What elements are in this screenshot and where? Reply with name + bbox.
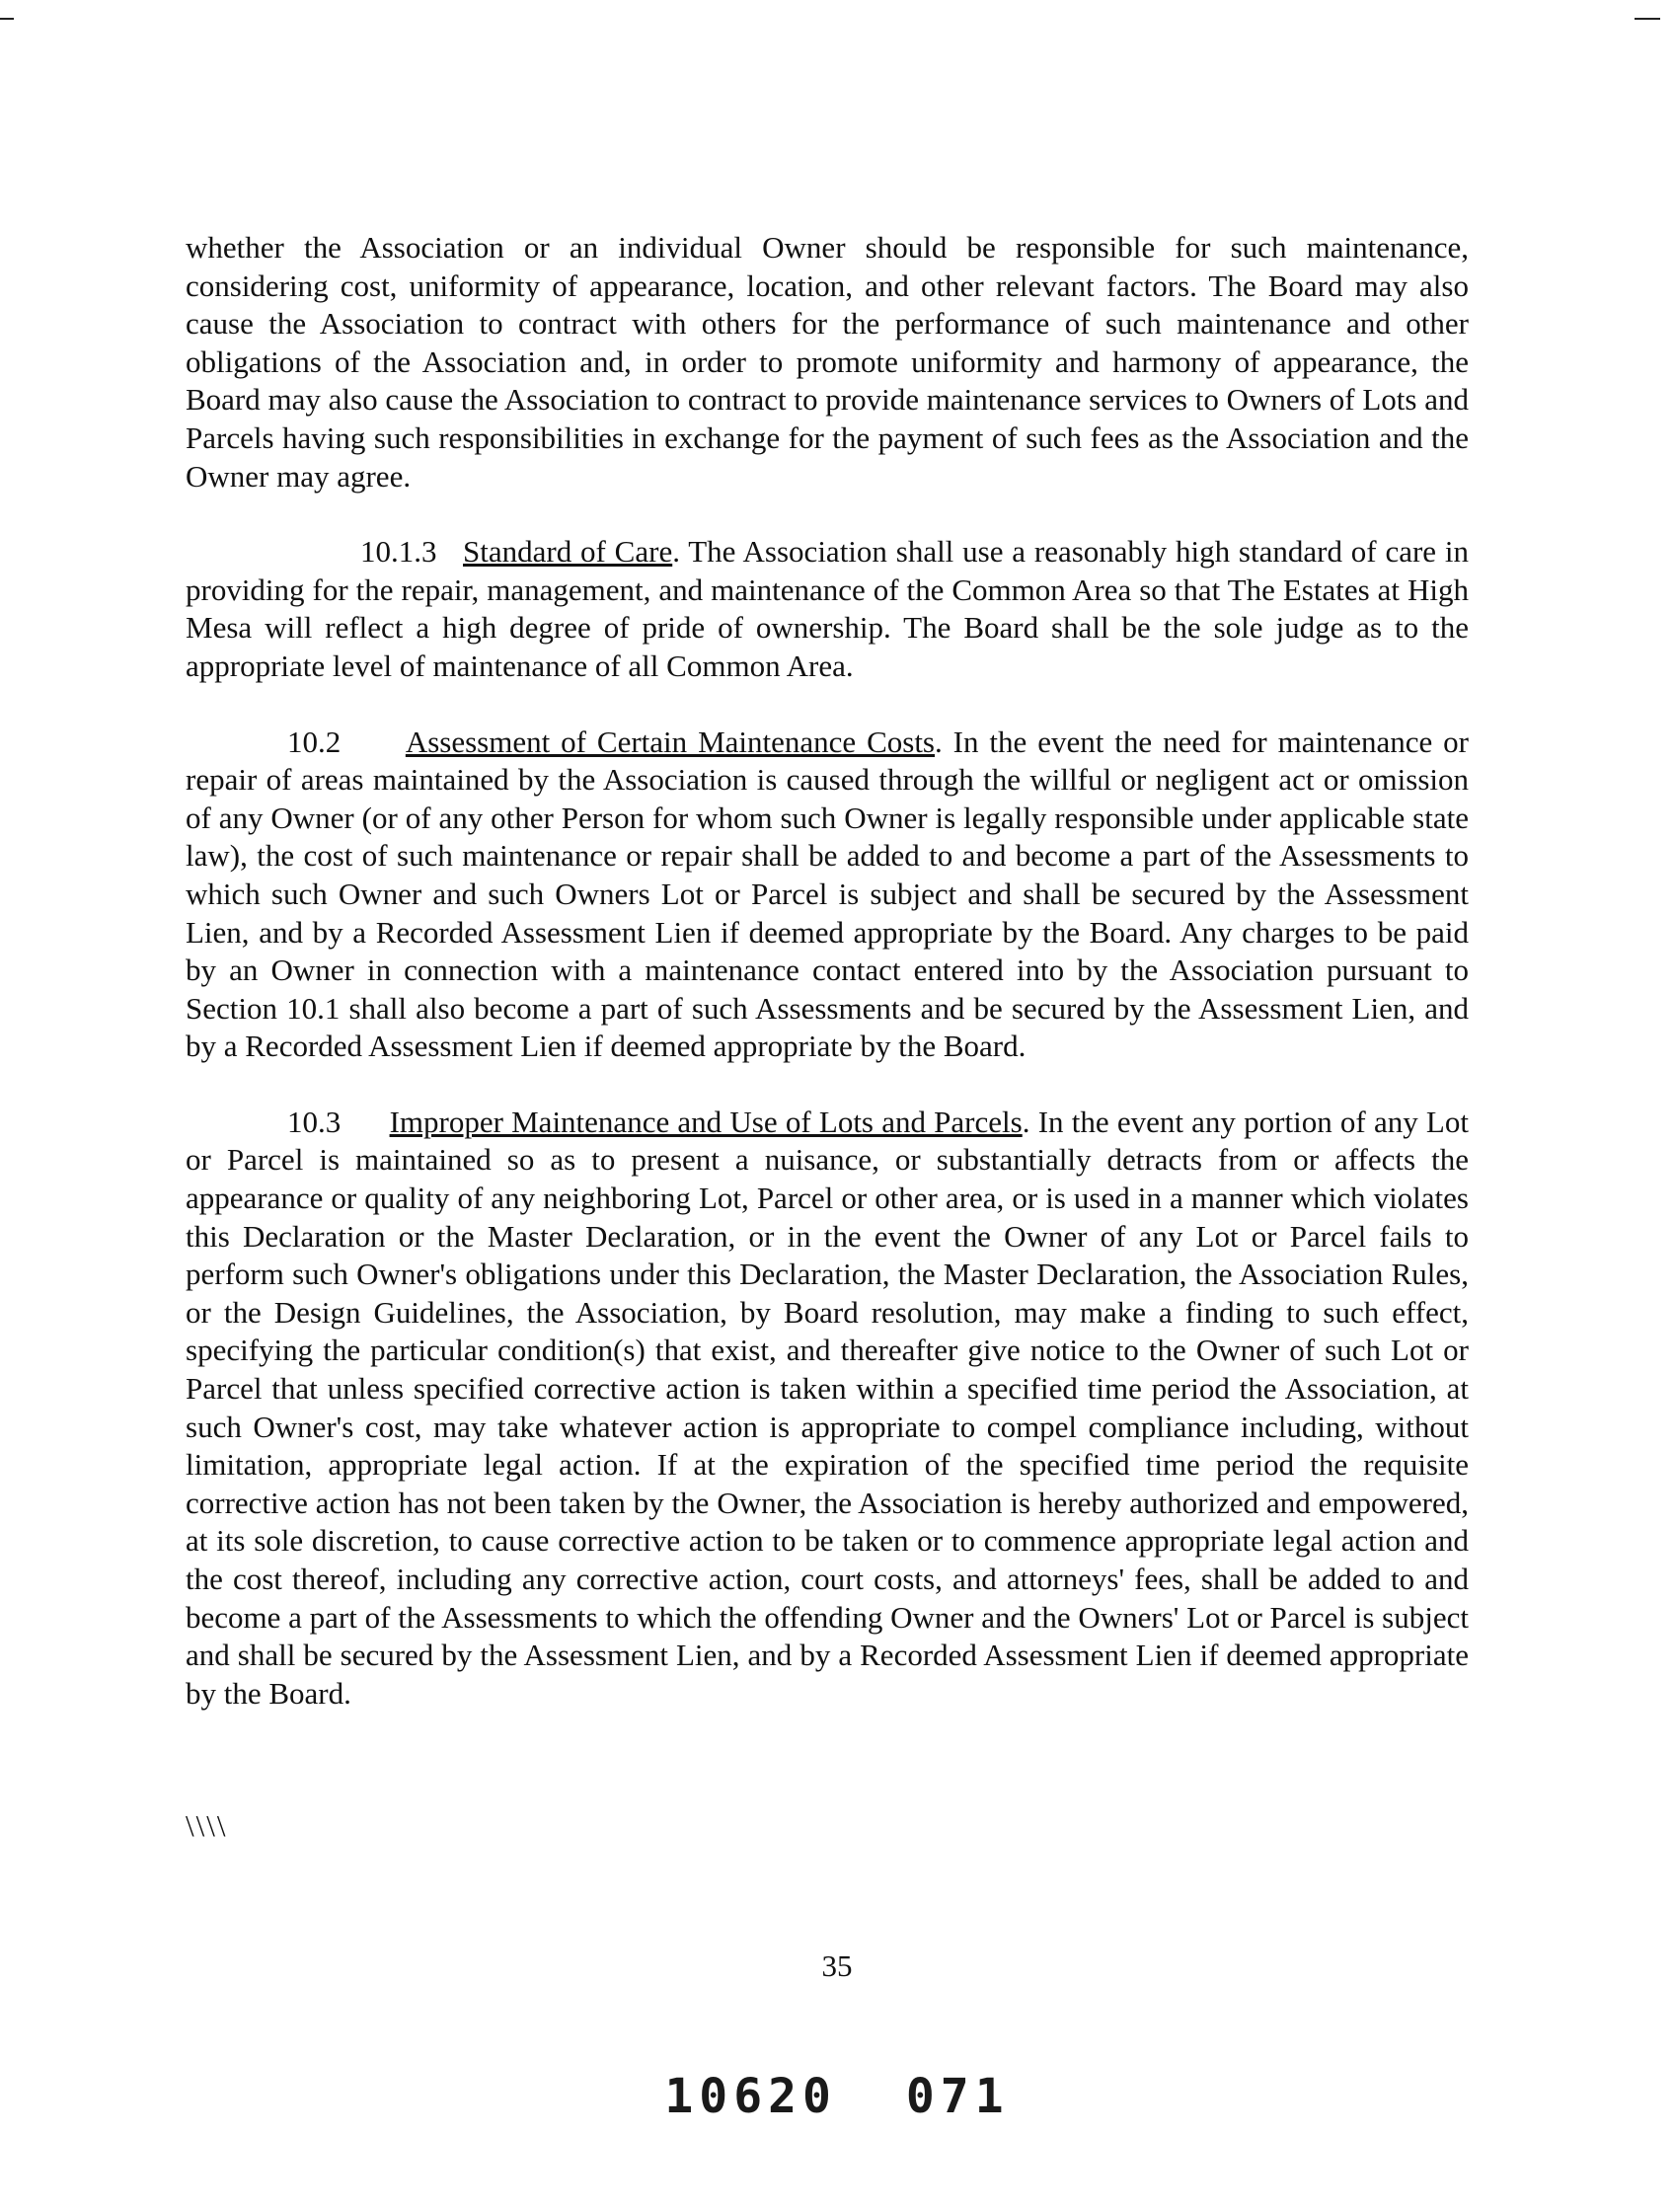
- recording-book-number: 10620: [664, 2069, 837, 2124]
- section-number: 10.1.3: [360, 534, 437, 570]
- section-heading: Improper Maintenance and Use of Lots and Parcels: [389, 1104, 1023, 1139]
- section-number: 10.2: [287, 724, 342, 759]
- paragraph-text: whether the Association or an individual Owner should be responsible for such maintenance, considering cost, uniformity of appearance, location, and other relevant factors. The Board may also cause the Association to contract with others for the performance of such maintenance and other obligations of the Association and, in order to promote uniformity and harmony of appearance, the Board may also cause the Association to contract to provide maintenance services to Owners of Lots and Parcels having such responsibilities in exchange for the payment of such fees as the Association and the Owner may agree.: [186, 230, 1469, 494]
- paragraph-text: . The Association shall use a reasonably high standard of care in providing for the repair, management, and maintenance of the Common Area so that The Estates at High Mesa will reflect a high degree of pride of ownership. The Board shall be the sole judge as to the appropriate level of maintenance of all Common Area.: [186, 534, 1469, 683]
- document-body: [186, 229, 1469, 1750]
- recording-stamp: [0, 2069, 1674, 2124]
- section-heading: Assessment of Certain Maintenance Costs: [405, 724, 935, 759]
- scan-corner-mark-right: [1635, 18, 1660, 20]
- paragraph-10-3: [186, 1104, 1469, 1714]
- continuation-marker: \\\\: [186, 1808, 228, 1843]
- paragraph-continuation: [186, 229, 1469, 496]
- recording-page-number: 071: [905, 2069, 1010, 2124]
- section-heading: Standard of Care: [463, 534, 673, 570]
- scan-corner-mark-left: [0, 18, 14, 20]
- page-number: 35: [821, 1948, 853, 1983]
- paragraph-10-1-3: [186, 533, 1469, 685]
- paragraph-text: . In the event any portion of any Lot or Parcel is maintained so as to present a nuisance, or substantially detracts from or affects the appearance or quality of any neighboring Lot, Parcel or other area, or is used in a manner which violates this Declaration or the Master Declaration, or in the event the Owner of any Lot or Parcel fails to perform such Owner's obligations under this Declaration, the Master Declaration, the Association Rules, or the Design Guidelines, the Association, by Board resolution, may make a finding to such effect, specifying the particular condition(s) that exist, and thereafter give notice to the Owner of such Lot or Parcel that unless specified corrective action is taken within a specified time period the Association, at such Owner's cost, may take whatever action is appropriate to compel compliance including, without limitation, appropriate legal action. If at the expiration of the specified time period the requisite corrective action has not been taken by the Owner, the Association is hereby authorized and empowered, at its sole discretion, to cause corrective action to be taken or to commence appropriate legal action and the cost thereof, including any corrective action, court costs, and attorneys' fees, shall be added to and become a part of the Assessments to which the offending Owner and the Owners' Lot or Parcel is subject and shall be secured by the Assessment Lien, and by a Recorded Assessment Lien if deemed appropriate by the Board.: [186, 1104, 1469, 1711]
- paragraph-10-2: [186, 724, 1469, 1066]
- paragraph-text: . In the event the need for maintenance or repair of areas maintained by the Association is caused through the willful or negligent act or omission of any Owner (or of any other Person for whom such Owner is legally responsible under applicable state law), the cost of such maintenance or repair shall be added to and become a part of the Assessments to which such Owner and such Owners Lot or Parcel is subject and shall be secured by the Assessment Lien, and by a Recorded Assessment Lien if deemed appropriate by the Board. Any charges to be paid by an Owner in connection with a maintenance contact entered into by the Association pursuant to Section 10.1 shall also become a part of such Assessments and be secured by the Assessment Lien, and by a Recorded Assessment Lien if deemed appropriate by the Board.: [186, 724, 1469, 1064]
- section-number: 10.3: [287, 1104, 342, 1139]
